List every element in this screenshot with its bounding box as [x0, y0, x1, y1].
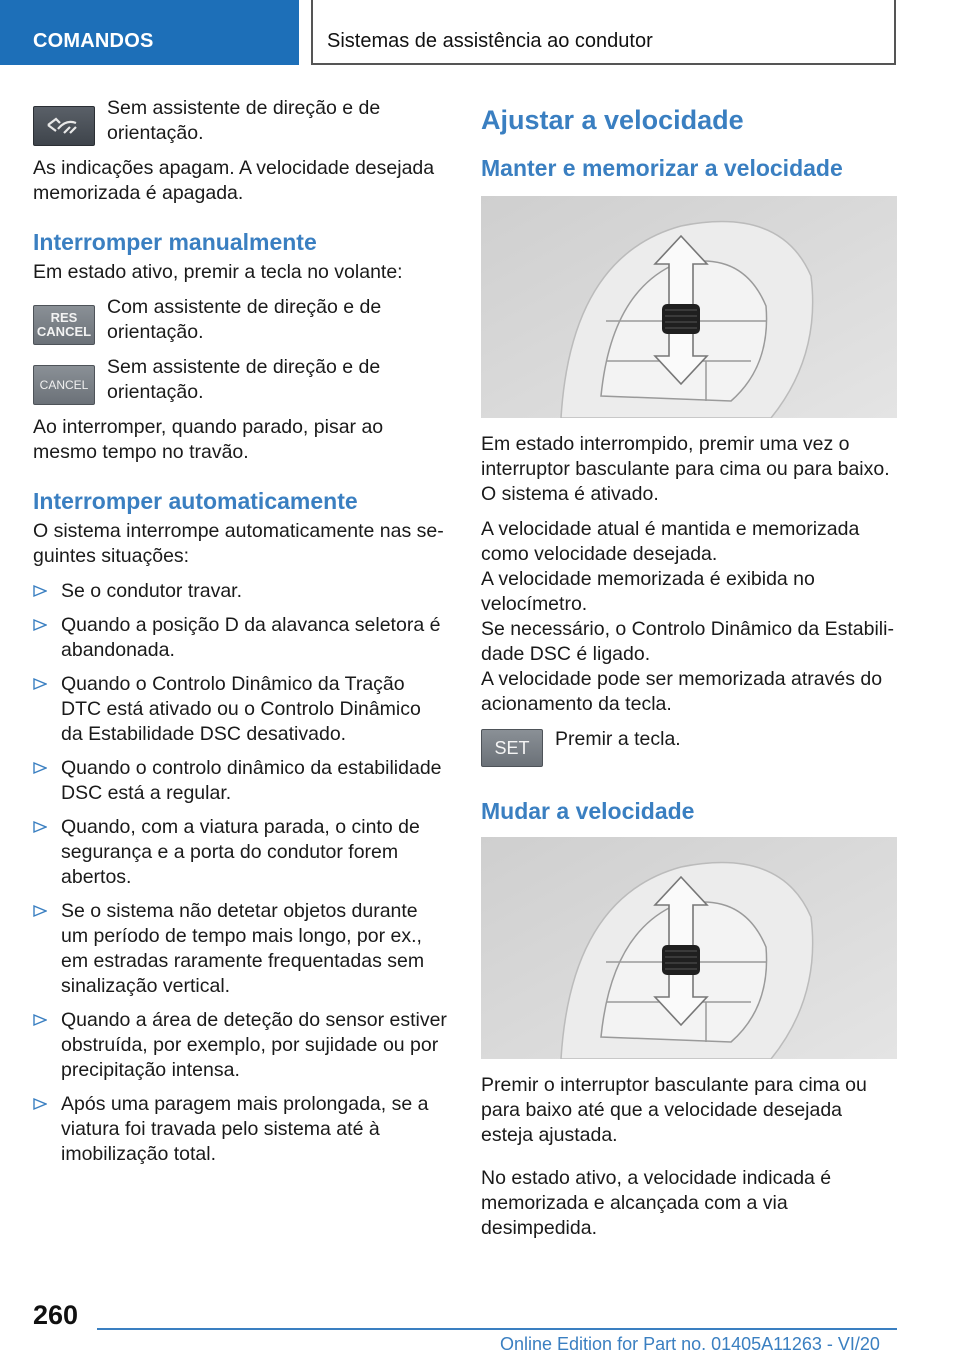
triangle-bullet-icon	[33, 1013, 47, 1027]
list-item: Quando a posição D da alavanca seletora é abandonada.	[33, 613, 447, 663]
heading-keep-speed: Manter e memorizar a velocidade	[481, 155, 843, 181]
key-row-set-text: Premir a tecla.	[555, 728, 681, 750]
cancel-label: CANCEL	[36, 324, 92, 339]
steering-wheel-rocker-image-1	[481, 196, 897, 418]
res-label: RES	[50, 310, 78, 325]
steering-assistant-key-icon	[33, 106, 95, 146]
paragraph-store-key: A velocidade pode ser memorizada através do acionamento da tecla.	[481, 668, 883, 715]
left-column	[33, 96, 447, 1176]
auto-interrupt-list	[33, 579, 447, 1167]
footer-divider	[97, 1328, 897, 1330]
footer-edition[interactable]: Online Edition for Part no. 01405A11263 - VI/20	[500, 1334, 880, 1354]
key-row-steering	[33, 96, 447, 146]
paragraph-stop: Ao interromper, quando parado, pisar ao mesmo tempo no travão.	[33, 416, 384, 463]
chapter-title: Sistemas de assistência ao condutor	[311, 0, 896, 65]
steering-wheel-rocker-image-2	[481, 837, 897, 1059]
heading-change-speed: Mudar a velocidade	[481, 798, 695, 824]
list-item: Quando o controlo dinâmico da estabilidade DSC está a regular.	[33, 756, 447, 806]
triangle-bullet-icon	[33, 904, 47, 918]
list-item: Se o sistema não detetar objetos durante um período de tempo mais longo, por ex., em estradas raramente frequentadas sem sinalização vertical.	[33, 899, 447, 999]
list-item: Se o condutor travar.	[33, 579, 447, 604]
paragraph-interrupted: Em estado interrompido, premir uma vez o interruptor basculante para cima ou para baixo. O sistema é ativado.	[481, 433, 890, 505]
page-number: 260	[33, 1300, 79, 1330]
key-row-set	[481, 727, 897, 767]
set-key-icon	[481, 729, 543, 767]
list-item: Após uma paragem mais prolongada, se a viatura foi travada pelo sistema até à imobilização total.	[33, 1092, 447, 1167]
set-key-label: SET	[494, 737, 530, 758]
triangle-bullet-icon	[33, 618, 47, 632]
key-row-res-cancel-text: Com assistente de direção e de orientação.	[107, 296, 382, 343]
list-item: Quando o Controlo Dinâmico da Tração DTC está ativado ou o Controlo Dinâmico da Estabilidade DSC desativado.	[33, 672, 447, 747]
heading-auto-interrupt: Interromper automaticamente	[33, 488, 358, 514]
paragraph-change: Premir o interruptor basculante para cima ou para baixo até que a velocidade desejada esteja ajustada.	[481, 1074, 867, 1146]
paragraph-active: No estado ativo, a velocidade indicada é memorizada e alcançada com a via desimpedida.	[481, 1167, 832, 1239]
triangle-bullet-icon	[33, 677, 47, 691]
cancel-key-icon	[33, 365, 95, 405]
paragraph-indications: As indicações apagam. A velocidade desejada memorizada é apagada.	[33, 157, 435, 204]
triangle-bullet-icon	[33, 820, 47, 834]
key-row-steering-text: Sem assistente de direção e de orientação.	[107, 97, 381, 144]
list-item: Quando, com a viatura parada, o cinto de segurança e a porta do condutor forem abertos.	[33, 815, 447, 890]
res-cancel-key-icon	[33, 305, 95, 345]
key-row-cancel	[33, 355, 447, 405]
triangle-bullet-icon	[33, 761, 47, 775]
right-column	[481, 96, 897, 1251]
key-row-cancel-text: Sem assistente de direção e de orientação.	[107, 356, 381, 403]
paragraph-dsc: Se necessário, o Controlo Dinâmico da Estabilidade DSC é ligado.	[481, 618, 894, 665]
list-item: Quando a área de deteção do sensor estiver obstruída, por exemplo, por sujidade ou por precipitação intensa.	[33, 1008, 447, 1083]
triangle-bullet-icon	[33, 1097, 47, 1111]
section-tab[interactable]: COMANDOS	[0, 0, 299, 65]
heading-adjust-speed: Ajustar a velocidade	[481, 105, 744, 135]
paragraph-speed-shown: A velocidade memorizada é exibida no velocímetro.	[481, 568, 815, 615]
heading-manual-interrupt: Interromper manualmente	[33, 229, 317, 255]
paragraph-current-speed: A velocidade atual é mantida e memorizada como velocidade desejada.	[481, 518, 860, 565]
paragraph-manual: Em estado ativo, premir a tecla no volante:	[33, 261, 403, 283]
triangle-bullet-icon	[33, 584, 47, 598]
key-row-res-cancel	[33, 295, 447, 345]
cancel-key-label: CANCEL	[39, 378, 89, 392]
paragraph-auto: O sistema interrompe automaticamente nas seguintes situações:	[33, 520, 444, 567]
